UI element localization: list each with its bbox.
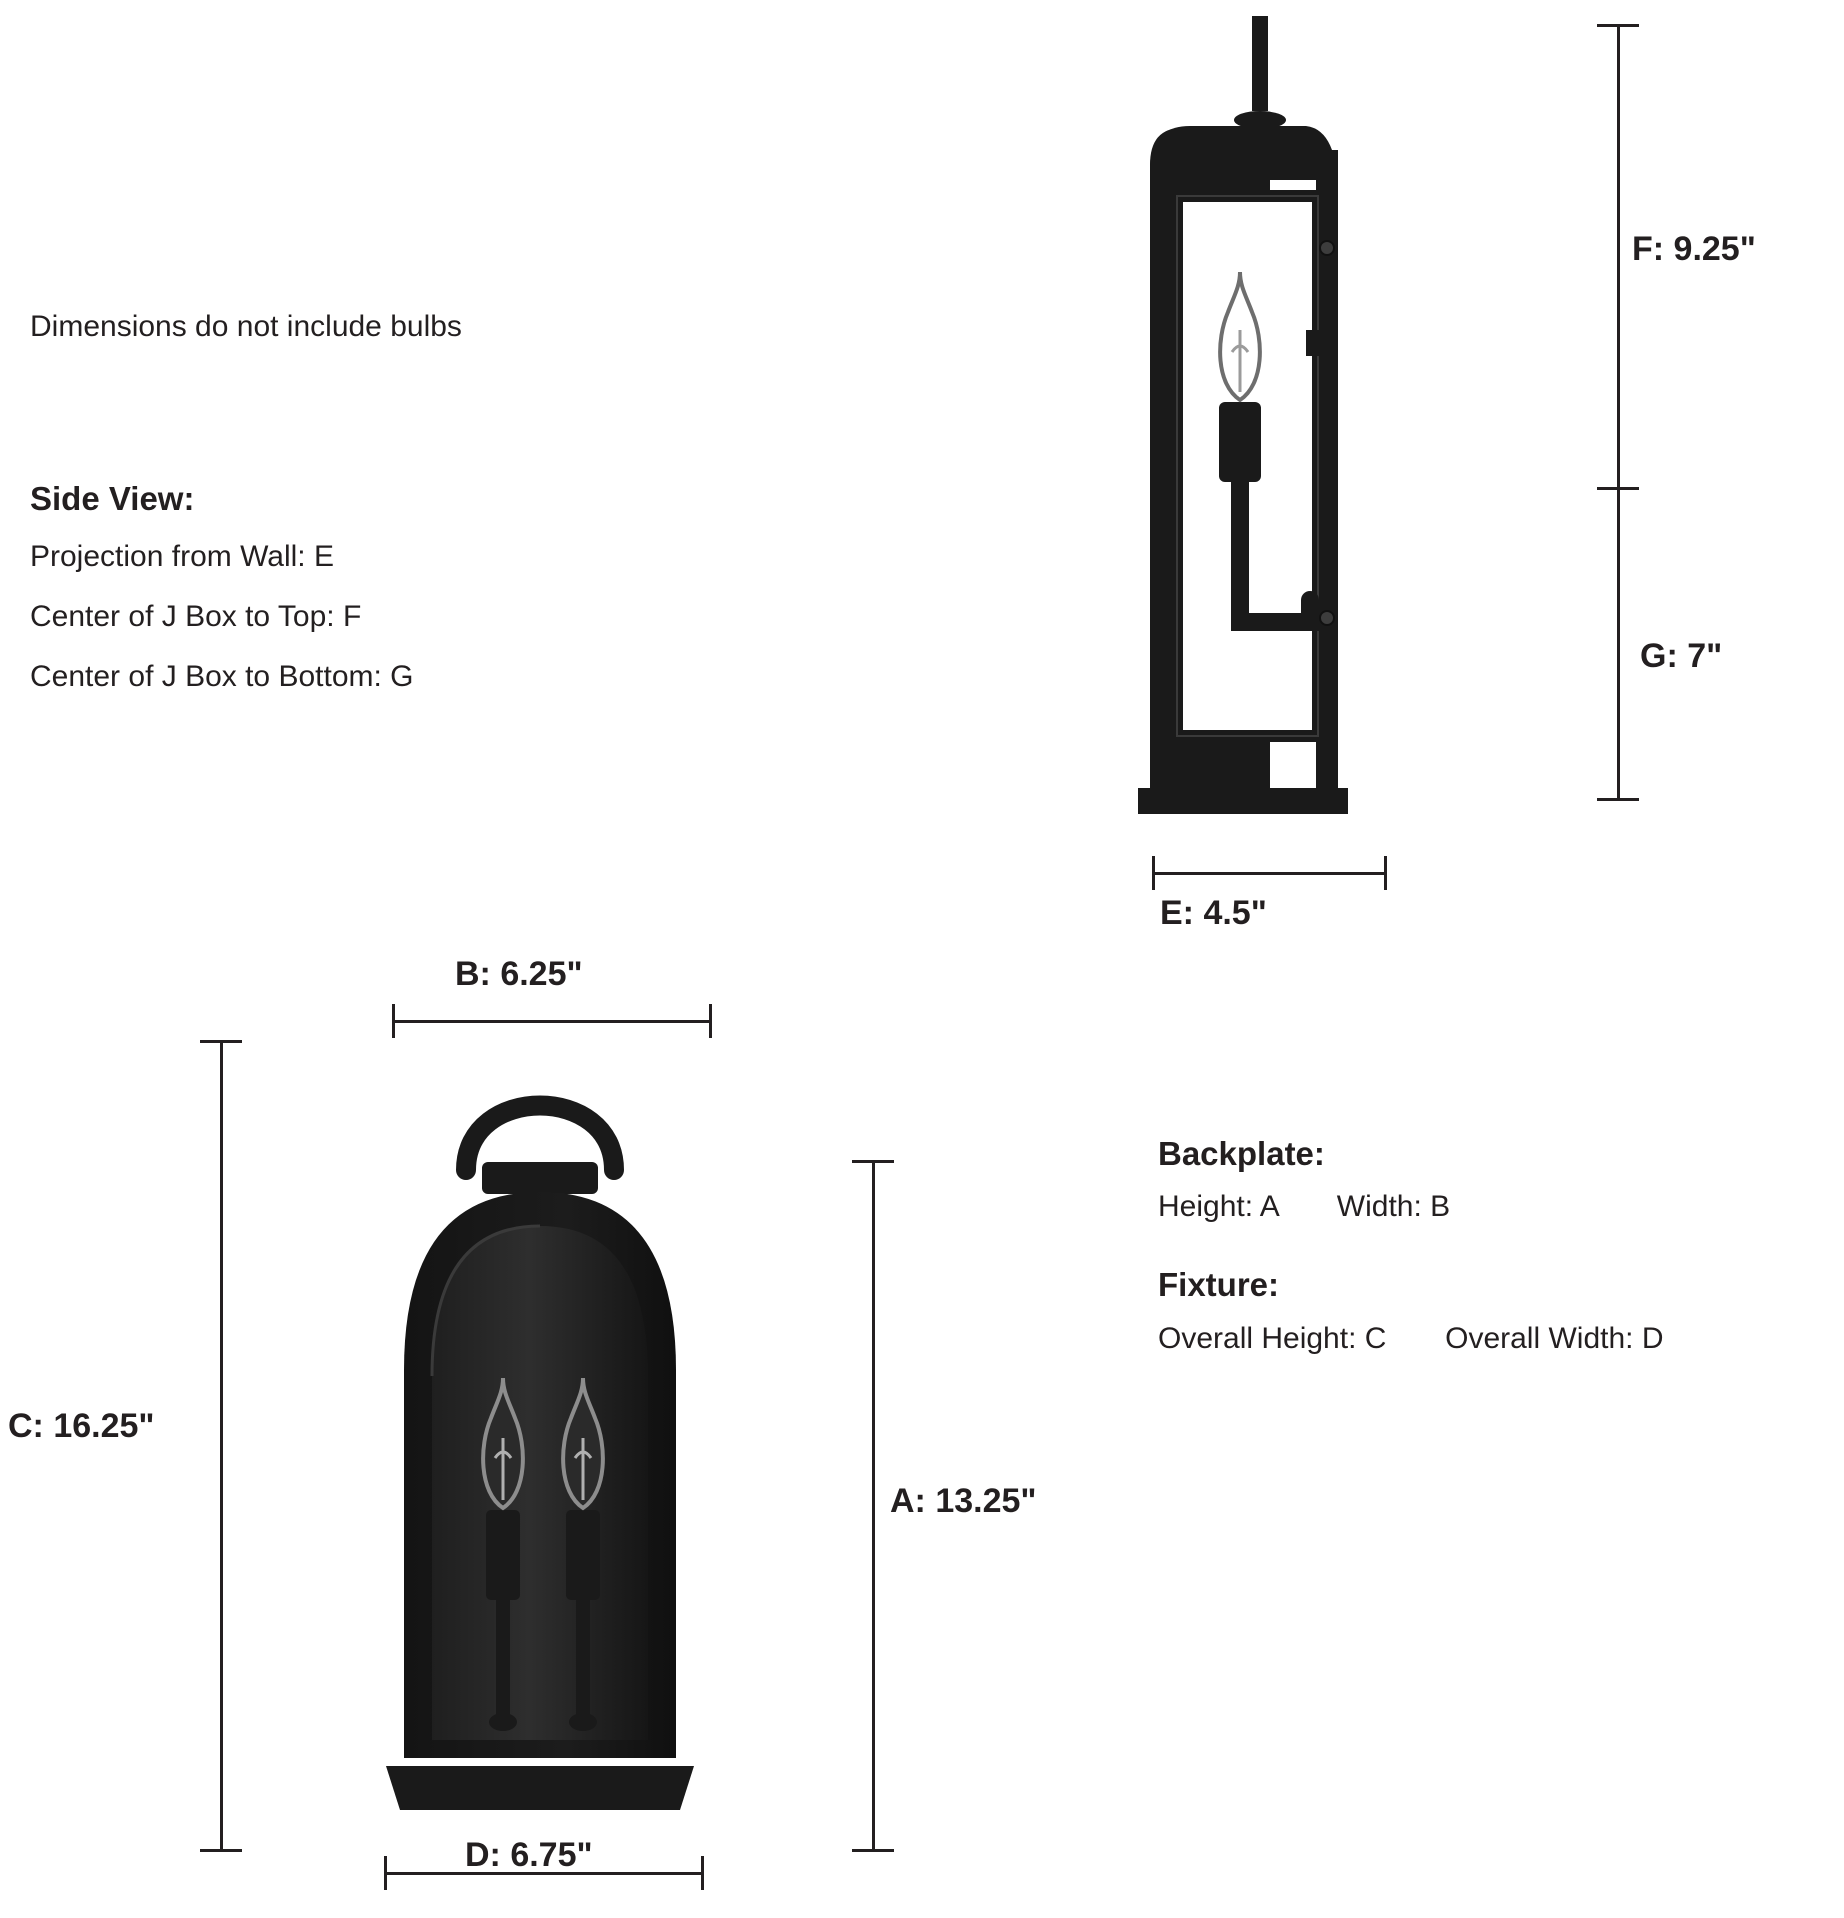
side-view-fixture-drawing [1120, 0, 1400, 830]
dimension-line-b [392, 1020, 712, 1023]
front-view-fixture-drawing [370, 1040, 710, 1850]
dimension-tick-c-top [200, 1040, 242, 1043]
dimension-tick-d-left [384, 1856, 387, 1890]
dimension-tick-g-bottom [1597, 798, 1639, 801]
backplate-measurements [1158, 1190, 1450, 1224]
dimension-line-g [1617, 489, 1620, 801]
dimension-tick-d-right [701, 1856, 704, 1890]
dimension-tick-f-top [1597, 24, 1639, 27]
dimension-tick-e-right [1384, 856, 1387, 890]
side-view-projection-line: Projection from Wall: E [30, 540, 334, 573]
dimension-label-e: E: 4.5" [1160, 894, 1267, 932]
fixture-overall-height-label: Overall Height: C [1158, 1322, 1387, 1355]
dimension-line-c [220, 1040, 223, 1852]
dimension-tick-b-right [709, 1004, 712, 1038]
side-view-jbox-top-line: Center of J Box to Top: F [30, 600, 362, 633]
dimension-label-d: D: 6.75" [465, 1836, 593, 1874]
dimension-tick-a-top [852, 1160, 894, 1163]
fixture-measurements [1158, 1322, 1664, 1356]
fixture-overall-width-label: Overall Width: D [1445, 1322, 1664, 1355]
dimension-line-a [872, 1160, 875, 1852]
side-view-heading: Side View: [30, 480, 195, 517]
dimension-tick-c-bottom [200, 1849, 242, 1852]
backplate-width-label: Width: B [1336, 1190, 1451, 1223]
dimension-label-c: C: 16.25" [8, 1407, 155, 1445]
bulbs-note: Dimensions do not include bulbs [30, 310, 462, 343]
backplate-heading: Backplate: [1158, 1135, 1325, 1172]
dimension-line-e [1152, 872, 1387, 875]
backplate-height-label: Height: A [1158, 1190, 1279, 1223]
dimension-tick-b-left [392, 1004, 395, 1038]
fixture-heading: Fixture: [1158, 1266, 1280, 1303]
dimension-label-a: A: 13.25" [890, 1482, 1037, 1520]
dimension-tick-e-left [1152, 856, 1155, 890]
dimension-label-f: F: 9.25" [1632, 230, 1756, 268]
dimension-label-b: B: 6.25" [455, 955, 583, 993]
dimension-tick-a-bottom [852, 1849, 894, 1852]
dimension-label-g: G: 7" [1640, 637, 1723, 675]
dimension-line-f [1617, 24, 1620, 489]
side-view-jbox-bottom-line: Center of J Box to Bottom: G [30, 660, 414, 693]
